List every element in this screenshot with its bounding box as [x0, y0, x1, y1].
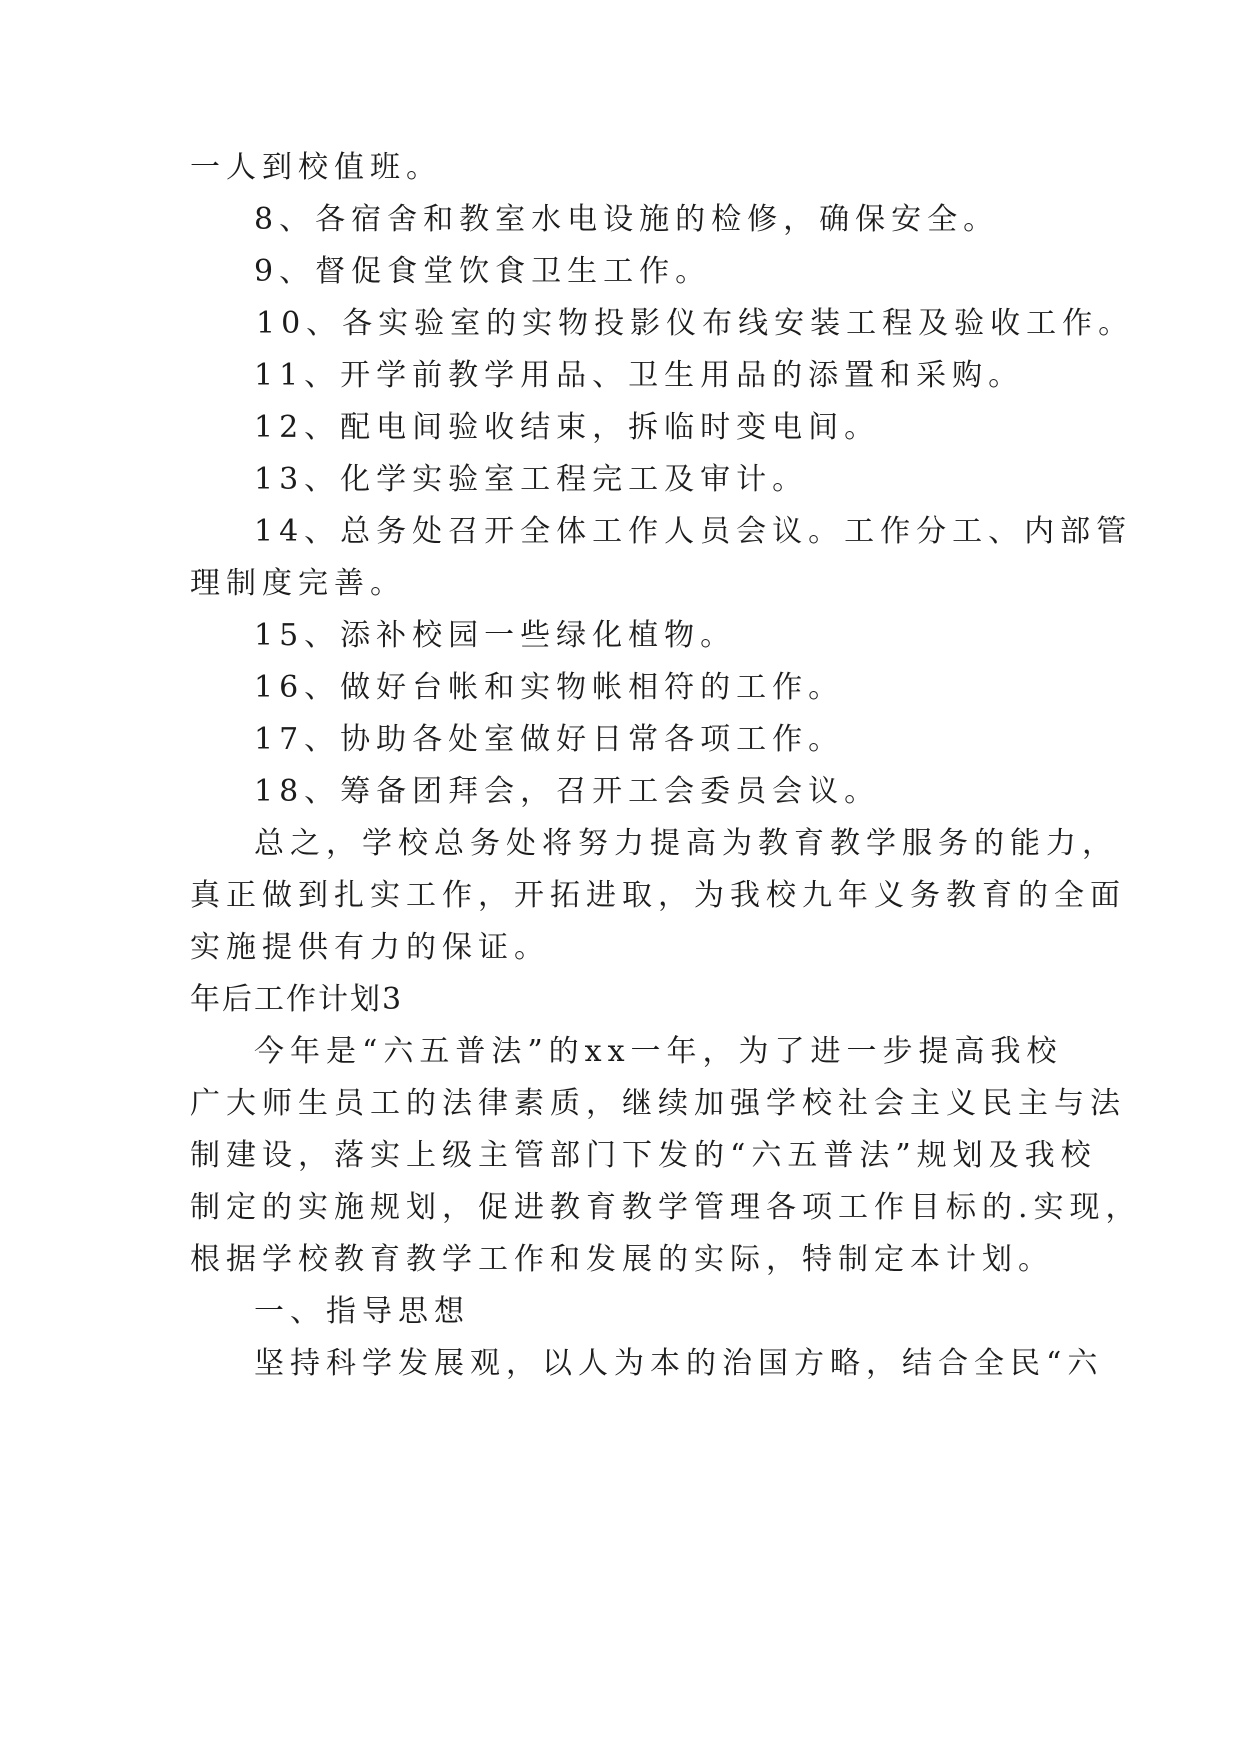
- text-line: 理制度完善。: [190, 566, 406, 601]
- paragraph-line: 根据学校教育教学工作和发展的实际，特制定本计划。: [190, 1242, 1054, 1277]
- list-item: 18、筹备团拜会，召开工会委员会议。: [254, 774, 881, 809]
- paragraph-line: 广大师生员工的法律素质，继续加强学校社会主义民主与法: [190, 1086, 1126, 1121]
- paragraph-line: 今年是“六五普法”的xx一年，为了进一步提高我校: [254, 1034, 1063, 1069]
- paragraph-line: 制定的实施规划，促进教育教学管理各项工作目标的.实现，: [190, 1190, 1142, 1225]
- paragraph-line: 真正做到扎实工作，开拓进取，为我校九年义务教育的全面: [190, 878, 1126, 913]
- list-item: 16、做好台帐和实物帐相符的工作。: [254, 670, 845, 705]
- text-line: 一人到校值班。: [190, 150, 442, 185]
- section-heading: 年后工作计划3: [190, 982, 404, 1017]
- list-item: 9、督促食堂饮食卫生工作。: [254, 254, 712, 289]
- list-item: 17、协助各处室做好日常各项工作。: [254, 722, 845, 757]
- list-item: 14、总务处召开全体工作人员会议。工作分工、内部管: [254, 514, 1133, 549]
- list-item: 11、开学前教学用品、卫生用品的添置和采购。: [254, 358, 1025, 393]
- paragraph-line: 坚持科学发展观，以人为本的治国方略，结合全民“六: [254, 1346, 1104, 1381]
- paragraph-line: 总之，学校总务处将努力提高为教育教学服务的能力，: [254, 826, 1118, 861]
- subsection-heading: 一、指导思想: [254, 1294, 470, 1329]
- list-item: 13、化学实验室工程完工及审计。: [254, 462, 809, 497]
- list-item: 12、配电间验收结束，拆临时变电间。: [254, 410, 881, 445]
- paragraph-line: 制建设，落实上级主管部门下发的“六五普法”规划及我校: [190, 1138, 1097, 1173]
- list-item: 10、各实验室的实物投影仪布线安装工程及验收工作。: [256, 306, 1135, 341]
- list-item: 15、添补校园一些绿化植物。: [254, 618, 737, 653]
- list-item: 8、各宿舍和教室水电设施的检修，确保安全。: [254, 202, 1000, 237]
- paragraph-line: 实施提供有力的保证。: [190, 930, 550, 965]
